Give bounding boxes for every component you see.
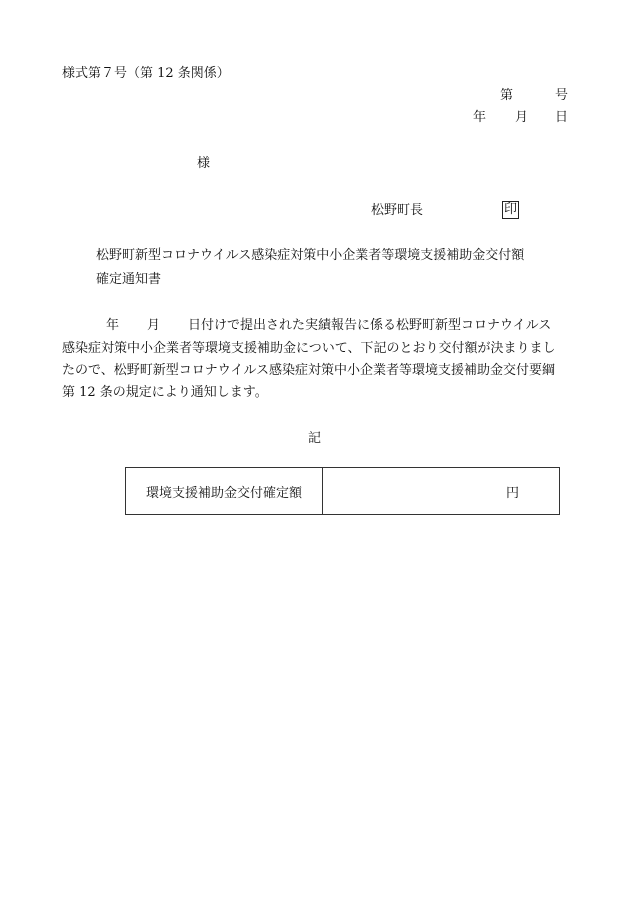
document-title-line2: 確定通知書 — [96, 272, 162, 287]
document-title-line1: 松野町新型コロナウイルス感染症対策中小企業者等環境支援補助金交付額 — [96, 248, 525, 263]
body-year-label: 年 — [106, 318, 120, 333]
body-paragraph-line3: たので、松野町新型コロナウイルス感染症対策中小企業者等環境支援補助金交付要綱 — [62, 363, 555, 378]
date-month-label: 月 — [515, 110, 529, 125]
issuer-name: 松野町長 — [371, 203, 424, 218]
body-paragraph-line2: 感染症対策中小企業者等環境支援補助金について、下記のとおり交付額が決まりまし — [62, 341, 556, 356]
document-number-prefix: 第 — [500, 88, 514, 103]
amount-label-cell: 環境支援補助金交付確定額 — [126, 468, 323, 515]
recipient-honorific: 様 — [197, 156, 211, 171]
body-line1-text: 日付けで提出された実績報告に係る松野町新型コロナウイルス — [188, 318, 552, 333]
seal-box: 印 — [504, 202, 518, 217]
form-number: 様式第７号（第 12 条関係） — [62, 66, 230, 81]
body-paragraph-line4: 第 12 条の規定により通知します。 — [62, 385, 268, 400]
amount-table — [125, 467, 560, 515]
amount-value-cell: 円 — [323, 468, 560, 515]
table-row — [126, 468, 560, 515]
body-paragraph-line1 — [62, 318, 551, 334]
body-month-label: 月 — [147, 318, 161, 333]
document-number-suffix: 号 — [555, 88, 569, 103]
ki-heading: 記 — [308, 431, 322, 446]
date-day-label: 日 — [555, 110, 569, 125]
date-year-label: 年 — [473, 110, 487, 125]
